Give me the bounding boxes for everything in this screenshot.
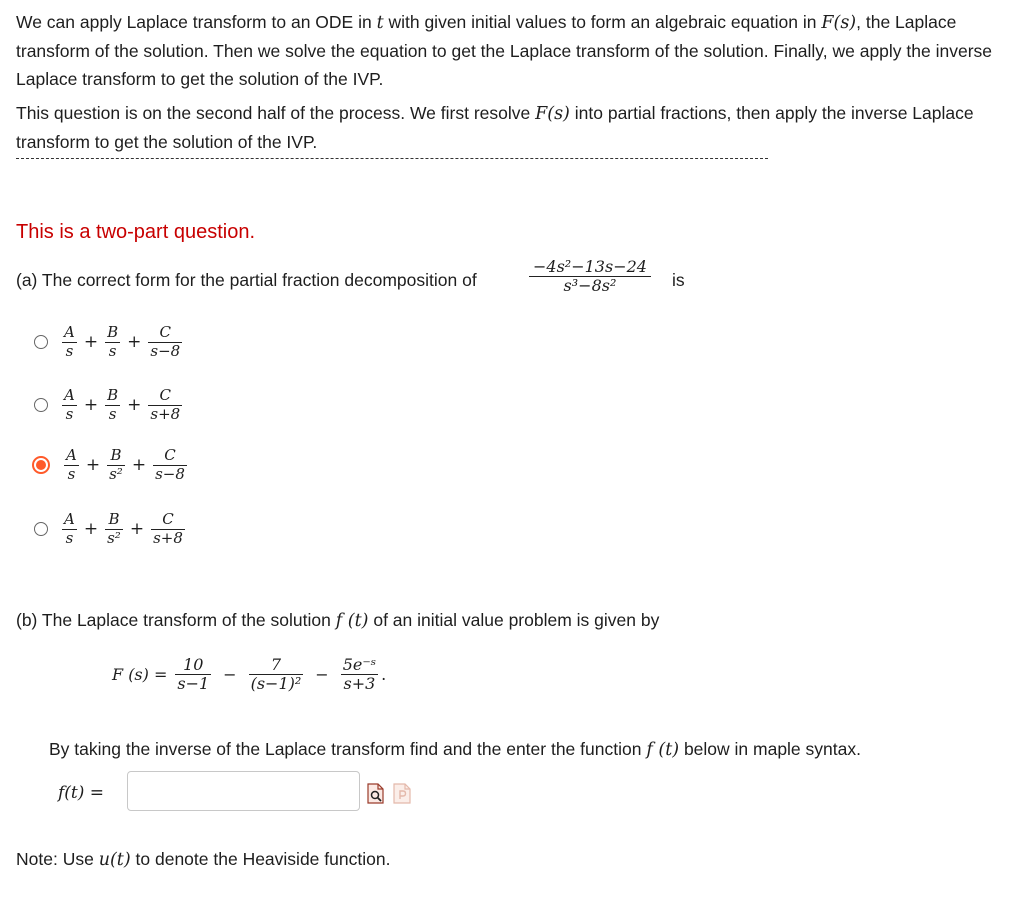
option-2[interactable] (34, 384, 182, 426)
radio-unselected[interactable] (34, 335, 48, 349)
option-3[interactable] (34, 444, 187, 486)
radio-unselected[interactable] (34, 522, 48, 536)
option-term: $\frac{C}{s+8}$ (150, 386, 181, 423)
expression-lhs: F (s) = (112, 665, 168, 685)
option-1[interactable] (34, 321, 182, 363)
part-a-prompt: (a) The correct form for the partial fraction decomposition of (16, 270, 477, 290)
plus-sign: + (127, 395, 142, 415)
preview-icon[interactable] (393, 783, 411, 804)
answer-label: f(t) = (58, 783, 105, 803)
option-term: $\frac{A}{s}$ (64, 323, 75, 360)
option-term: $\frac{C}{s+8}$ (153, 510, 183, 547)
plus-sign: + (127, 332, 142, 352)
answer-input[interactable] (127, 771, 360, 811)
expression-term-2: $\frac{7}{\text{(s−1)²}}$ (250, 655, 302, 694)
expression-term-3: $\frac{\text{5e⁻ˢ}}{s+3}$ (342, 655, 377, 694)
plus-sign: + (129, 519, 145, 539)
part-b-instruction: By taking the inverse of the Laplace transform find and the enter the function f (t) below in maple syntax. (49, 739, 861, 760)
option-term: $\frac{C}{s-8}$ (155, 446, 185, 483)
part-title: This is a two-part question. (16, 221, 255, 243)
laplace-expression (112, 656, 386, 694)
radio-unselected[interactable] (34, 398, 48, 412)
minus-sign: − (223, 665, 237, 685)
option-term: $\frac{B}{s}$ (107, 386, 119, 423)
option-term: $\frac{A}{s}$ (64, 510, 75, 547)
option-term: $\frac{B}{\text{s²}}$ (107, 510, 121, 547)
option-4[interactable] (34, 508, 185, 550)
option-term: $\frac{A}{s}$ (66, 446, 77, 483)
option-term: $\frac{A}{s}$ (64, 386, 75, 423)
part-b-prompt: (b) The Laplace transform of the solution f (t) of an initial value problem is given by (16, 610, 660, 631)
given-fraction (529, 258, 651, 296)
plus-sign: + (83, 395, 99, 415)
minus-sign: − (315, 665, 329, 685)
plus-sign: + (83, 332, 99, 352)
dashed-divider (16, 158, 768, 159)
option-term: $\frac{B}{s}$ (107, 323, 119, 360)
plus-sign: + (131, 455, 147, 475)
option-term: $\frac{B}{\text{s²}}$ (109, 446, 123, 483)
plus-sign: + (85, 455, 101, 475)
given-numerator: −4s²−13s−24 (529, 258, 651, 277)
note-text: Note: Use u(t) to denote the Heaviside function. (16, 849, 391, 870)
intro-paragraph-2: This question is on the second half of the process. We first resolve F(s) into partial fractions, then apply the inverse Laplace transform to get the solution of the IVP. (16, 103, 974, 152)
option-term: $\frac{C}{s-8}$ (150, 323, 181, 360)
equation-editor-icon[interactable] (367, 783, 384, 804)
plus-sign: + (83, 519, 99, 539)
given-denominator: s³−8s² (563, 276, 617, 296)
intro-paragraph-1: We can apply Laplace transform to an ODE in t with given initial values to form an algebraic equation in F(s), the Laplace transform of the solution. Then we solve the equation to get the Laplace transform of the solution. Finally, we apply the inverse Laplace transform to get the solution of the IVP. (16, 12, 993, 89)
expression-term-1: $\frac{10}{s-1}$ (177, 655, 210, 694)
part-a-suffix: is (672, 270, 685, 290)
expression-period: . (381, 665, 387, 685)
radio-selected[interactable] (32, 456, 50, 474)
intro-text (16, 8, 1006, 156)
